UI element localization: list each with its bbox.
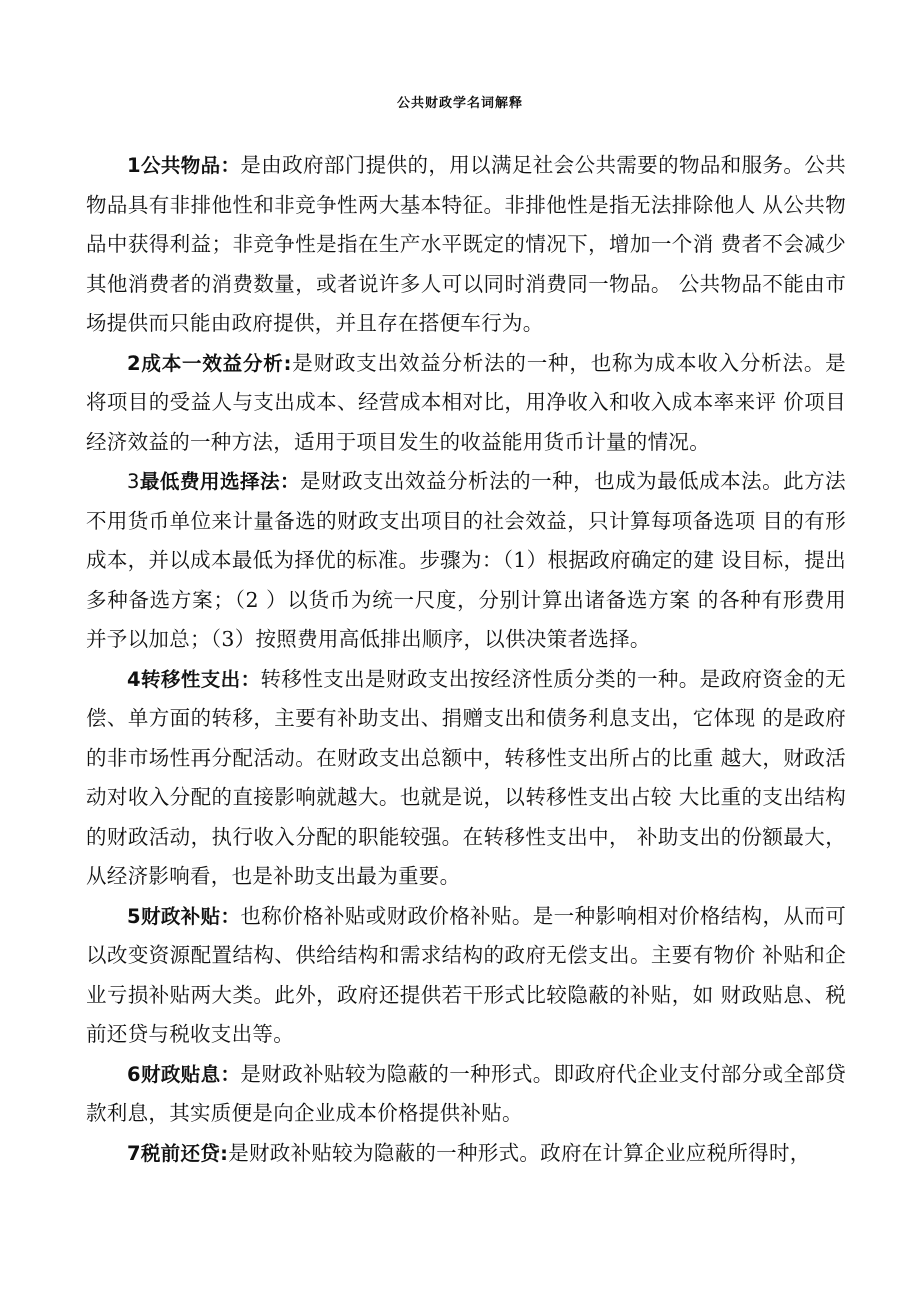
entry-separator: ：: [240, 667, 261, 691]
entry-number: 5: [127, 904, 141, 928]
entry-separator: ：: [220, 1062, 241, 1086]
entry-number: 6: [127, 1062, 141, 1086]
entry-term-text: 成本一效益分析: [140, 351, 284, 375]
entry-term: [127, 905, 240, 928]
entry-number: 2: [127, 351, 141, 375]
entry-number: 4: [127, 667, 141, 691]
entry-term-text: 公共物品: [140, 154, 221, 177]
entry-term-text: 转移性支出: [140, 667, 241, 691]
entry-text: 是财政补贴较为隐蔽的一种形式。即政府代企业支付部分或全部贷款利息，其实质便是向企业成本价格提供补贴。: [86, 1061, 846, 1125]
entry-least-cost-method: [86, 462, 846, 660]
entry-term: [127, 470, 300, 493]
entry-cost-benefit-analysis: [86, 344, 846, 463]
entry-text: 是财政补贴较为隐蔽的一种形式。政府在计算企业应税所得时，: [228, 1140, 811, 1165]
entry-pretax-loan-repayment: [86, 1134, 846, 1174]
entry-term-text: 税前还贷: [140, 1141, 221, 1165]
entry-term-text: 最低费用选择法: [139, 470, 280, 493]
entry-term-text: 财政贴息: [140, 1062, 221, 1086]
document-body: [86, 146, 846, 1173]
entry-separator: ：: [279, 470, 300, 493]
document-title: 公共财政学名词解释: [396, 96, 523, 111]
entry-transfer-expenditure: [86, 660, 846, 897]
entry-term-text: 财政补贴: [140, 904, 221, 928]
entry-term: [127, 1142, 228, 1165]
entry-separator: :: [220, 1141, 229, 1165]
entry-text: 转移性支出是财政支出按经济性质分类的一种。是政府资金的无偿、单方面的转移，主要有补助支出、捐赠支出和债务利息支出，它体现 的是政府的非市场性再分配活动。在财政支出总额中，转移性支出所占的比重 越大，财政活动对收入分配的直接影响就越大。也就是说，以转移性支出占较 大比重的支出结构的财政活动，执行收入分配的职能较强。在转移性支出中， 补助支出的份额最大，从经济影响看，也是补助支出最为重要。: [86, 666, 846, 888]
entry-separator: ：: [220, 904, 241, 928]
entry-fiscal-subsidy: [86, 897, 846, 1055]
entry-text: 是由政府部门提供的，用以满足社会公共需要的物品和服务。公共物品具有非排他性和非竞争性两大基本特征。非排他性是指无法排除他人 从公共物品中获得利益；非竞争性是指在生产水平既定的情况下，增加一个消 费者不会减少其他消费者的消费数量，或者说许多人可以同时消费同一物品。 公共物品不能由市场提供而只能由政府提供，并且存在搭便车行为。: [86, 153, 846, 335]
entry-term: [127, 668, 260, 691]
entry-term: [127, 1063, 240, 1086]
entry-term: [127, 352, 292, 375]
entry-interest-subsidy: [86, 1055, 846, 1134]
entry-term: [127, 154, 240, 177]
entry-text: 是财政支出效益分析法的一种，也称为成本收入分析法。是将项目的受益人与支出成本、经营成本相对比，用净收入和收入成本率来评 价项目经济效益的一种方法，适用于项目发生的收益能用货币计量的情况。: [86, 350, 846, 454]
entry-number: 3: [127, 470, 140, 493]
entry-number: 7: [127, 1141, 141, 1165]
entry-text: 是财政支出效益分析法的一种，也成为最低成本法。此方法不用货币单位来计量备选的财政支出项目的社会效益，只计算每项备选项 目的有形成本，并以成本最低为择优的标准。步骤为：（1）根据政府确定的建 设目标，提出多种备选方案；（2 ）以货币为统一尺度，分别计算出诸备选方案 的各种有形费用并予以加总；（3）按照费用高低排出顺序，以供决策者选择。: [86, 469, 846, 651]
entry-separator: ：: [220, 154, 241, 177]
entry-number: 1: [127, 154, 141, 177]
entry-text: 也称价格补贴或财政价格补贴。是一种影响相对价格结构，从而可以改变资源配置结构、供给结构和需求结构的政府无偿支出。主要有物价 补贴和企业亏损补贴两大类。此外，政府还提供若干形式比较隐蔽的补贴，如 财政贴息、税前还贷与税收支出等。: [86, 903, 846, 1046]
entry-public-goods: [86, 146, 846, 344]
entry-separator: :: [283, 351, 292, 375]
